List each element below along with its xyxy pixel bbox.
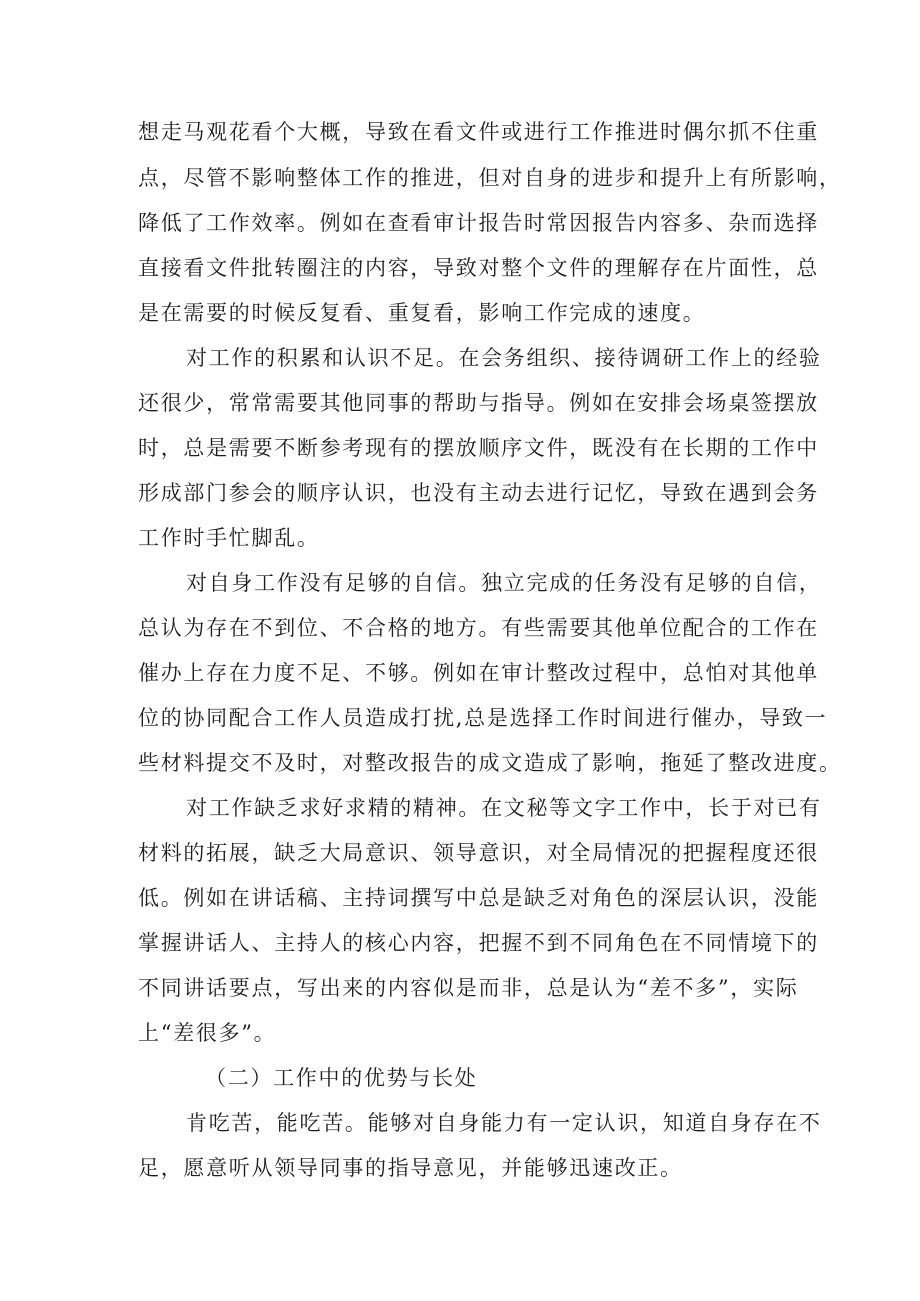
text-line: 上“差很多”。 — [138, 1021, 277, 1045]
text-line: 直接看文件批转圈注的内容，导致对整个文件的理解存在片面性，总 — [138, 256, 819, 280]
text-line: 掌握讲话人、主持人的核心内容，把握不到不同角色在不同情境下的 — [138, 931, 819, 955]
paragraph-first-line: 对自身工作没有足够的自信。独立完成的任务没有足够的自信， — [186, 571, 822, 595]
text-line: 些材料提交不及时，对整改报告的成文造成了影响，拖延了整改进度。 — [138, 751, 842, 775]
paragraph-first-line: 对工作的积累和认识不足。在会务组织、接待调研工作上的经验 — [186, 346, 822, 370]
text-line: 想走马观花看个大概，导致在看文件或进行工作推进时偶尔抓不住重 — [138, 120, 819, 144]
text-line: 时，总是需要不断参考现有的摆放顺序文件，既没有在长期的工作中 — [138, 436, 819, 460]
text-line: 还很少，常常需要其他同事的帮助与指导。例如在安排会场桌签摆放 — [138, 391, 819, 415]
text-line: 低。例如在讲话稿、主持词撰写中总是缺乏对角色的深层认识，没能 — [138, 886, 819, 910]
text-line: 工作时手忙脚乱。 — [138, 526, 320, 550]
text-line: 足，愿意听从领导同事的指导意见，并能够迅速改正。 — [138, 1156, 683, 1180]
text-line: 总认为存在不到位、不合格的地方。有些需要其他单位配合的工作在 — [138, 616, 819, 640]
text-line: 位的协同配合工作人员造成打扰,总是选择工作时间进行催办，导致一 — [138, 706, 828, 730]
paragraph-first-line: 对工作缺乏求好求精的精神。在文秘等文字工作中，长于对已有 — [186, 796, 822, 820]
text-line: 材料的拓展，缺乏大局意识、领导意识，对全局情况的把握程度还很 — [138, 841, 819, 865]
text-line: 降低了工作效率。例如在查看审计报告时常因报告内容多、杂而选择 — [138, 211, 819, 235]
text-line: 形成部门参会的顺序认识，也没有主动去进行记忆，导致在遇到会务 — [138, 481, 819, 505]
text-line: 点，尽管不影响整体工作的推进，但对自身的进步和提升上有所影响， — [138, 166, 842, 190]
section-heading: （二）工作中的优势与长处 — [205, 1066, 478, 1090]
text-line: 不同讲话要点，写出来的内容似是而非，总是认为“差不多”，实际 — [138, 976, 799, 1000]
text-line: 催办上存在力度不足、不够。例如在审计整改过程中，总怕对其他单 — [138, 661, 819, 685]
paragraph-first-line: 肯吃苦，能吃苦。能够对自身能力有一定认识，知道自身存在不 — [186, 1111, 822, 1135]
text-line: 是在需要的时候反复看、重复看，影响工作完成的速度。 — [138, 301, 706, 325]
